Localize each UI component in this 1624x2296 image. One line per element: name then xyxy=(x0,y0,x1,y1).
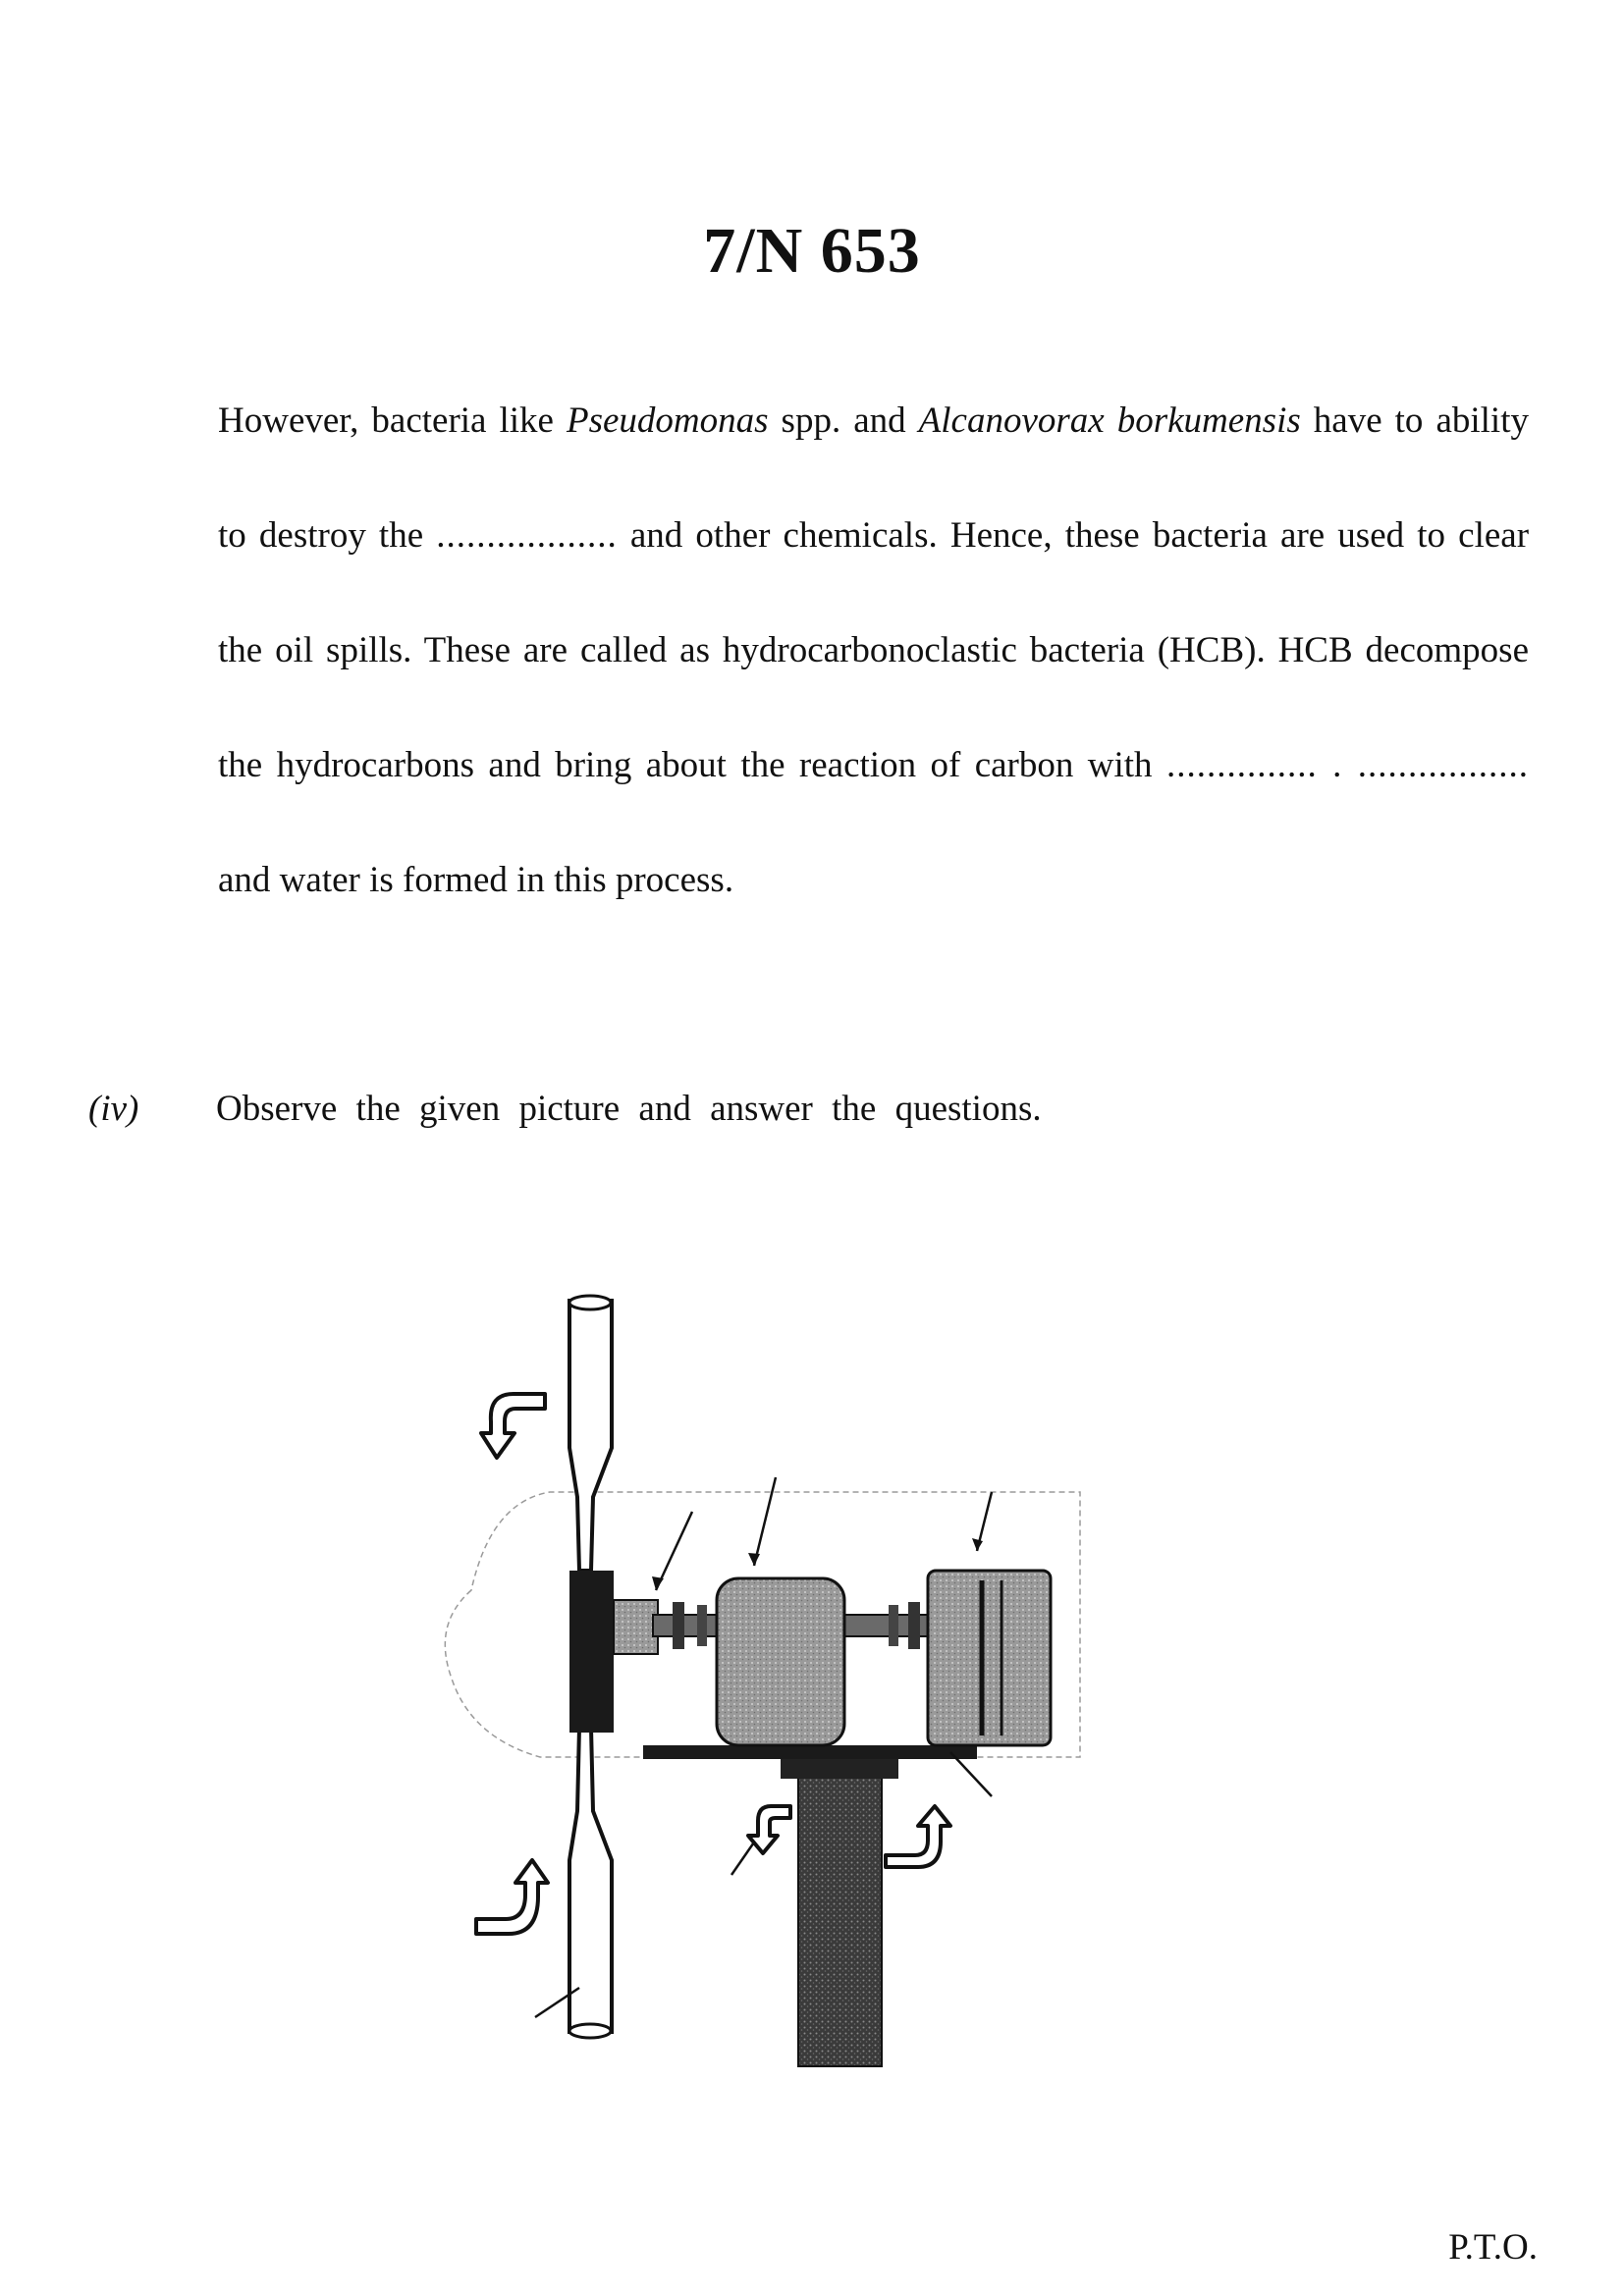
gearbox-shape xyxy=(717,1578,844,1745)
wind-turbine-diagram-icon xyxy=(432,1266,1100,2081)
upper-blade-shape xyxy=(569,1301,612,1571)
passage-text-1: However, bacteria like xyxy=(218,400,567,441)
question-text: Observe the given picture and answer the questions. xyxy=(216,1089,1042,1129)
answer-blank-2: ............... . ................. xyxy=(1165,745,1530,785)
passage-species-2: Alcanovorax borkumensis xyxy=(918,400,1301,441)
passage-text-2: spp. and xyxy=(768,400,919,441)
passage-text-3: have to ability to destroy the xyxy=(218,400,1529,556)
question-number: (iv) xyxy=(88,1089,139,1129)
generator-shape xyxy=(928,1571,1051,1745)
wind-turbine-figure xyxy=(432,1266,1100,2081)
rotation-arrow-icon xyxy=(886,1806,950,1867)
answer-blank-1: .................. xyxy=(436,515,618,556)
lower-blade-shape xyxy=(569,1728,612,2032)
page-turn-note: P.T.O. xyxy=(1448,2227,1538,2268)
rotation-arrow-icon xyxy=(476,1860,548,1934)
page-code: 7/N 653 xyxy=(703,215,921,287)
rotation-arrow-icon xyxy=(748,1806,790,1853)
tower-shape xyxy=(798,1767,882,2066)
hub-shape xyxy=(569,1571,614,1733)
base-plate-shape xyxy=(643,1745,977,1759)
passage-paragraph xyxy=(218,363,1529,937)
passage-text-5: and water is formed in this process. xyxy=(218,860,734,900)
passage-species-1: Pseudomonas xyxy=(566,400,769,441)
rotation-arrow-icon xyxy=(481,1394,545,1458)
passage-text-4: and other chemicals. Hence, these bacteria are used to clear the oil spills. These are called as hydrocarbonoclastic bacteria (HCB). HCB decompose the hydrocarbons and bring about the reaction of carbon with xyxy=(218,515,1530,785)
